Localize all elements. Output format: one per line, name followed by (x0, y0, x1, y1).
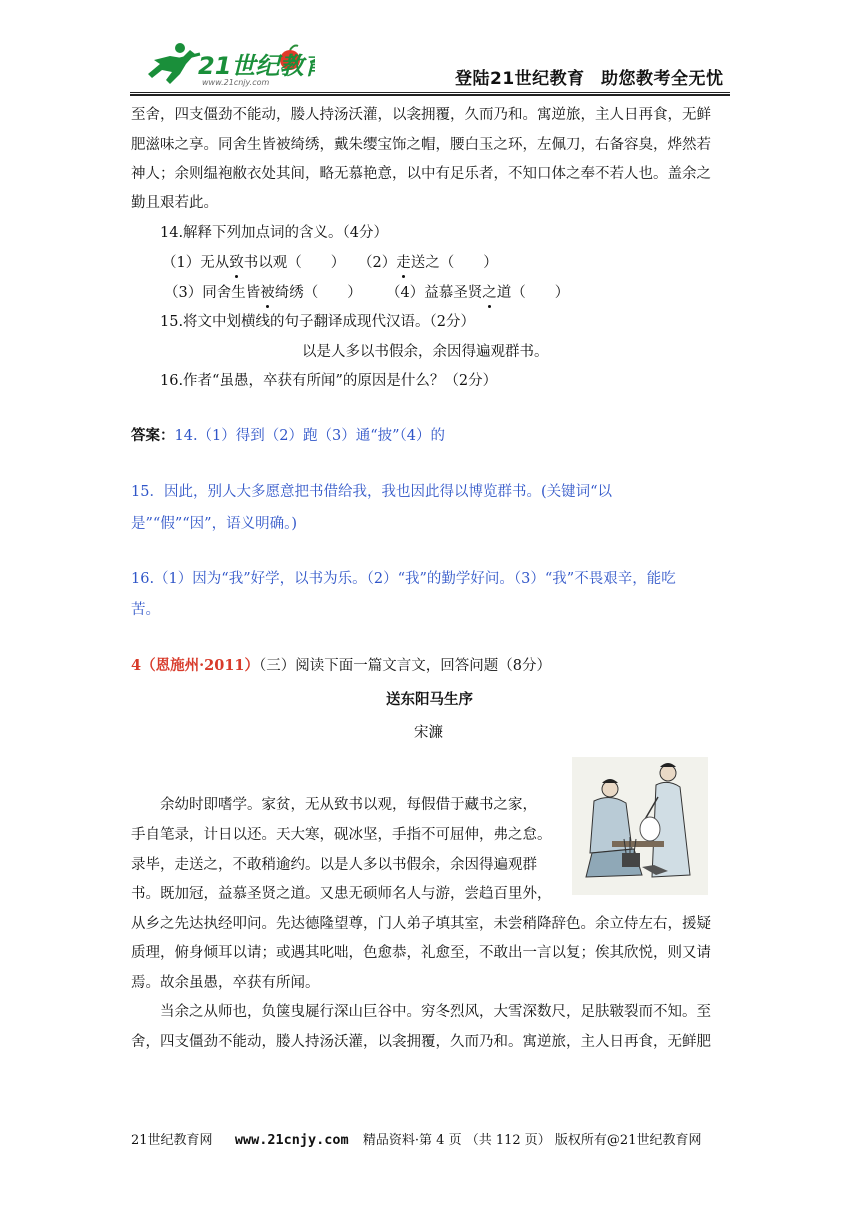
section-instruction: （三）阅读下面一篇文言文，回答问题（8分） (259, 658, 551, 674)
answer-15-line1: 15．因此，别人大多愿意把书借给我，我也因此得以博览群书。(关键词“以 (131, 484, 613, 500)
question-14: 14.解释下列加点词的含义。（4分） (160, 225, 389, 241)
dotted-character: 致 (229, 255, 244, 271)
dotted-character: 之 (482, 285, 497, 301)
article-title: 送东阳马生序 (386, 691, 473, 708)
paragraph-line: 余幼时即嗜学。家贫，无从致书以观，每假借于藏书之家， (160, 797, 537, 813)
answer-16-line2: 苦。 (131, 602, 160, 618)
paragraph-line: 书。既加冠，益慕圣贤之道。又患无硕师名人与游，尝趋百里外， (131, 886, 552, 902)
logo-url: www.21cnjy.com (202, 78, 270, 87)
answer-15-line2: 是”“假”“因”，语义明确。) (131, 516, 297, 532)
item-text: （1）无从 (162, 255, 230, 271)
paragraph-line: 肥滋味之享。同舍生皆被绮绣，戴朱缨宝饰之帽，腰白玉之环，左佩刀，右备容臭，烨然若 (131, 137, 711, 153)
paragraph-line: 舍，四支僵劲不能动，媵人持汤沃灌，以衾拥覆，久而乃和。寓逆旅，主人日再食，无鲜肥 (131, 1034, 711, 1050)
header-divider (130, 92, 730, 93)
paragraph-line: 手自笔录，计日以还。天大寒，砚冰坚，手指不可屈伸，弗之怠。 (131, 827, 552, 843)
question-14-item-4 (386, 283, 569, 303)
paragraph-line: 从乡之先达执经叩问。先达德隆望尊，门人弟子填其室，未尝稍降辞色。余立侍左右，援疑 (131, 916, 711, 932)
site-logo[interactable] (140, 40, 315, 88)
illustration (572, 757, 708, 895)
item-text: 书以观（ ） (243, 255, 346, 271)
item-text: 道（ ） (496, 285, 570, 301)
section-source: 4（恩施州·2011） (131, 657, 259, 674)
paragraph-line: 当余之从师也，负箧曳屣行深山巨谷中。穷冬烈风，大雪深数尺，足肤皲裂而不知。至 (160, 1004, 711, 1020)
question-14-item-2 (358, 253, 498, 273)
question-15-sentence: 以是人多以书假余，余因得遍观群书。 (302, 344, 549, 360)
item-text: （2） (358, 255, 397, 271)
page-footer (131, 1129, 701, 1148)
item-text: 送之（ ） (410, 255, 498, 271)
paragraph-line: 勤且艰若此。 (131, 195, 218, 211)
answer-14: 14.（1）得到（2）跑（3）通“披”（4）的 (174, 428, 446, 444)
header-slogan-left: 登陆21世纪教育 (455, 69, 585, 89)
item-text: （4）益慕圣贤 (386, 285, 483, 301)
section-4-heading (131, 656, 551, 676)
scholar-illustration (572, 757, 708, 895)
logo-text: 21世纪教育 (198, 52, 315, 80)
header-slogan-right: 助您教考全无忧 (601, 69, 724, 89)
paragraph-line: 录毕，走送之，不敢稍逾约。以是人多以书假余，余因得遍观群 (131, 857, 537, 873)
answer-14-line (131, 426, 445, 446)
paragraph-line: 神人；余则缊袍敝衣处其间，略无慕艳意，以中有足乐者，不知口体之奉不若人也。盖余之 (131, 166, 711, 182)
paragraph-line: 至舍，四支僵劲不能动，媵人持汤沃灌，以衾拥覆，久而乃和。寓逆旅，主人日再食，无鲜 (131, 107, 711, 123)
paragraph-line: 质理，俯身倾耳以请；或遇其叱咄，色愈恭，礼愈至，不敢出一言以复；俟其欣悦，则又请 (131, 945, 711, 961)
article-author: 宋濂 (414, 725, 443, 741)
item-text: 绮绣（ ） (274, 285, 362, 301)
footer-page-info: 精品资料·第 4 页 （共 112 页） 版权所有@21世纪教育网 (362, 1133, 702, 1148)
answer-label: 答案： (131, 427, 175, 444)
header-divider-thick (130, 94, 730, 96)
footer-site-name: 21世纪教育网 (131, 1133, 213, 1148)
item-text: （3）同舍生皆 (164, 285, 261, 301)
question-15: 15.将文中划横线的句子翻译成现代汉语。（2分） (160, 314, 476, 330)
paragraph-line: 焉。故余虽愚，卒获有所闻。 (131, 975, 320, 991)
question-14-item-1 (162, 253, 345, 273)
question-14-item-3 (164, 283, 362, 303)
dotted-character: 走 (396, 255, 411, 271)
footer-url[interactable]: www.21cnjy.com (234, 1132, 349, 1148)
question-16: 16.作者“虽愚，卒获有所闻”的原因是什么？（2分） (160, 373, 498, 389)
logo-graphic (140, 40, 315, 88)
dotted-character: 被 (260, 285, 275, 301)
answer-16-line1: 16.（1）因为“我”好学，以书为乐。（2）“我”的勤学好问。（3）“我”不畏艰辛，能吃 (131, 571, 676, 587)
